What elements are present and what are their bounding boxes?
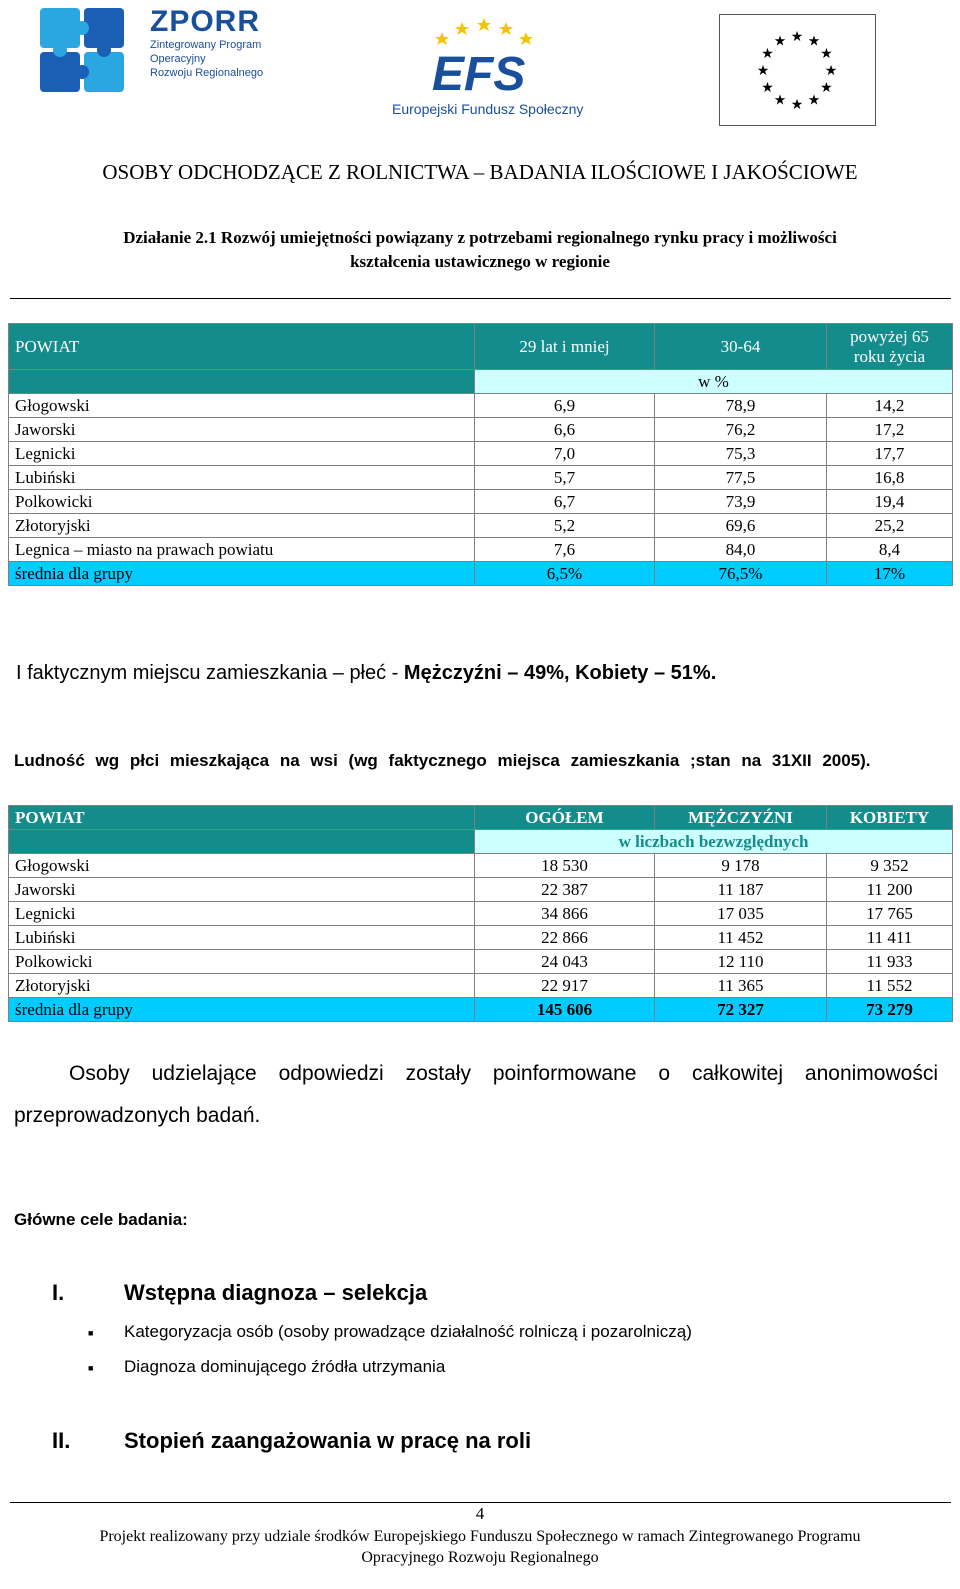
average-value: 72 327 xyxy=(655,998,827,1022)
table-row xyxy=(9,974,953,998)
zporr-line: Rozwoju Regionalnego xyxy=(150,67,264,79)
value-cell: 73,9 xyxy=(655,490,827,514)
table-row xyxy=(9,418,953,442)
powiat-name-cell: Legnicki xyxy=(9,442,475,466)
section-number: II. xyxy=(52,1428,71,1453)
header-women: KOBIETY xyxy=(827,806,953,830)
eu-star-icon: ★ xyxy=(761,47,774,62)
action-description xyxy=(40,226,920,274)
value-cell: 17 765 xyxy=(827,902,953,926)
powiat-name-cell: Polkowicki xyxy=(9,950,475,974)
value-cell: 75,3 xyxy=(655,442,827,466)
zporr-title: ZPORR xyxy=(150,5,260,38)
value-cell: 11 552 xyxy=(827,974,953,998)
value-cell: 22 866 xyxy=(475,926,655,950)
eu-star-icon: ★ xyxy=(824,64,838,79)
value-cell: 16,8 xyxy=(827,466,953,490)
header-age-65-line1: powyżej 65 xyxy=(850,326,929,346)
section-number: I. xyxy=(52,1280,65,1305)
zporr-puzzle-logo xyxy=(38,6,126,94)
value-cell: 9 178 xyxy=(655,854,827,878)
gender-summary xyxy=(16,662,716,685)
powiat-name-cell: Lubiński xyxy=(9,466,475,490)
powiat-name-cell: Legnica – miasto na prawach powiatu xyxy=(9,538,475,562)
header-total: OGÓŁEM xyxy=(475,806,655,830)
footer-line-1: Projekt realizowany przy udziale środków Europejskiego Funduszu Społecznego w ramach Zintegrowanego Programu xyxy=(99,1528,861,1545)
footer-note xyxy=(0,1526,960,1568)
average-row xyxy=(9,562,953,586)
value-cell: 8,4 xyxy=(827,538,953,562)
value-cell: 7,0 xyxy=(475,442,655,466)
zporr-line: Operacyjny xyxy=(150,53,206,65)
bullet-text: Kategoryzacja osób (osoby prowadzące działalność rolniczą i pozarolniczą) xyxy=(124,1322,692,1341)
header-men: MĘŻCZYŹNI xyxy=(655,806,827,830)
powiat-name-cell: Głogowski xyxy=(9,394,475,418)
powiat-name-cell: Legnicki xyxy=(9,902,475,926)
square-bullet-icon: ■ xyxy=(88,1327,94,1338)
anonymity-paragraph: Osoby udzielające odpowiedzi zostały poinformowane o całkowitej anonimowości przeprowadzonych badań. xyxy=(14,1062,938,1127)
eu-star-icon: ★ xyxy=(756,64,770,79)
page-number: 4 xyxy=(475,1504,485,1523)
action-line-1: Działanie 2.1 Rozwój umiejętności powiązany z potrzebami regionalnego rynku pracy i możliwości xyxy=(123,228,837,247)
table-row xyxy=(9,854,953,878)
bullet-item xyxy=(88,1322,692,1342)
population-caption: Ludność wg płci mieszkająca na wsi (wg faktycznego miejsca zamieszkania ;stan na 31XII 2005). xyxy=(14,751,871,770)
unit-row xyxy=(9,830,953,854)
value-cell: 77,5 xyxy=(655,466,827,490)
value-cell: 6,9 xyxy=(475,394,655,418)
value-cell: 84,0 xyxy=(655,538,827,562)
value-cell: 19,4 xyxy=(827,490,953,514)
powiat-name-cell: Głogowski xyxy=(9,854,475,878)
header-age-65-line2: roku życia xyxy=(853,346,926,366)
eu-star-icon: ★ xyxy=(820,81,833,96)
population-table xyxy=(8,805,953,1022)
table-row xyxy=(9,490,953,514)
value-cell: 7,6 xyxy=(475,538,655,562)
table-row xyxy=(9,466,953,490)
value-cell: 11 933 xyxy=(827,950,953,974)
table-row xyxy=(9,926,953,950)
value-cell: 9 352 xyxy=(827,854,953,878)
table-row xyxy=(9,514,953,538)
value-cell: 11 411 xyxy=(827,926,953,950)
value-cell: 78,9 xyxy=(655,394,827,418)
eu-star-icon: ★ xyxy=(773,93,787,109)
average-value: 76,5% xyxy=(655,562,827,586)
value-cell: 25,2 xyxy=(827,514,953,538)
unit-label: w liczbach bezwzględnych xyxy=(475,830,953,854)
section-title: Wstępna diagnoza – selekcja xyxy=(124,1280,428,1305)
eu-star-icon: ★ xyxy=(790,30,804,45)
table-row xyxy=(9,394,953,418)
action-line-2: kształcenia ustawicznego w regionie xyxy=(350,252,610,271)
average-value: 73 279 xyxy=(827,998,953,1022)
eu-star-icon: ★ xyxy=(807,93,821,109)
value-cell: 14,2 xyxy=(827,394,953,418)
average-value: 145 606 xyxy=(475,998,655,1022)
value-cell: 22 387 xyxy=(475,878,655,902)
value-cell: 24 043 xyxy=(475,950,655,974)
average-label: średnia dla grupy xyxy=(9,998,475,1022)
eu-star-icon: ★ xyxy=(807,34,821,50)
footer-line-2: Opracyjnego Rozwoju Regionalnego xyxy=(361,1549,599,1566)
value-cell: 18 530 xyxy=(475,854,655,878)
square-bullet-icon: ■ xyxy=(88,1362,94,1373)
table-header-row xyxy=(9,806,953,830)
value-cell: 6,6 xyxy=(475,418,655,442)
powiat-name-cell: Lubiński xyxy=(9,926,475,950)
average-value: 17% xyxy=(827,562,953,586)
zporr-line: Zintegrowany Program xyxy=(150,39,262,51)
bullet-text: Diagnoza dominującego źródła utrzymania xyxy=(124,1357,446,1376)
average-value: 6,5% xyxy=(475,562,655,586)
unit-label: w % xyxy=(475,370,953,394)
section-heading-i xyxy=(52,1280,427,1306)
unit-spacer xyxy=(9,830,475,854)
value-cell: 11 187 xyxy=(655,878,827,902)
table-row xyxy=(9,878,953,902)
gender-summary-values: Mężczyźni – 49%, Kobiety – 51%. xyxy=(403,662,717,684)
table-row xyxy=(9,442,953,466)
eu-star-icon: ★ xyxy=(773,34,787,50)
section-heading-ii xyxy=(52,1428,531,1454)
goals-heading: Główne cele badania: xyxy=(14,1210,188,1229)
average-row xyxy=(9,998,953,1022)
value-cell: 5,7 xyxy=(475,466,655,490)
eu-star-icon: ★ xyxy=(790,98,804,113)
value-cell: 76,2 xyxy=(655,418,827,442)
header-powiat: POWIAT xyxy=(9,324,475,370)
value-cell: 12 110 xyxy=(655,950,827,974)
table-row xyxy=(9,538,953,562)
eu-star-icon: ★ xyxy=(820,47,833,62)
powiat-name-cell: Jaworski xyxy=(9,878,475,902)
unit-row xyxy=(9,370,953,394)
value-cell: 11 452 xyxy=(655,926,827,950)
document-title: OSOBY ODCHODZĄCE Z ROLNICTWA – BADANIA ILOŚCIOWE I JAKOŚCIOWE xyxy=(102,160,858,184)
footer-divider xyxy=(10,1502,951,1503)
header-powiat: POWIAT xyxy=(9,806,475,830)
value-cell: 69,6 xyxy=(655,514,827,538)
efs-title: EFS xyxy=(432,48,526,101)
header-age-30-64: 30-64 xyxy=(655,324,827,370)
value-cell: 17,7 xyxy=(827,442,953,466)
eu-star-icon: ★ xyxy=(761,81,774,96)
powiat-name-cell: Złotoryjski xyxy=(9,974,475,998)
header-divider xyxy=(10,298,951,299)
value-cell: 22 917 xyxy=(475,974,655,998)
efs-name: Europejski Fundusz Społeczny xyxy=(392,101,584,117)
value-cell: 11 365 xyxy=(655,974,827,998)
bullet-item xyxy=(88,1357,445,1377)
powiat-name-cell: Polkowicki xyxy=(9,490,475,514)
table-row xyxy=(9,902,953,926)
value-cell: 34 866 xyxy=(475,902,655,926)
value-cell: 17 035 xyxy=(655,902,827,926)
section-title: Stopień zaangażowania w pracę na roli xyxy=(124,1428,532,1453)
value-cell: 17,2 xyxy=(827,418,953,442)
header-age-29: 29 lat i mniej xyxy=(475,324,655,370)
table-row xyxy=(9,950,953,974)
powiat-name-cell: Złotoryjski xyxy=(9,514,475,538)
header-age-65 xyxy=(827,324,953,370)
table-header-row xyxy=(9,324,953,370)
unit-spacer xyxy=(9,370,475,394)
value-cell: 11 200 xyxy=(827,878,953,902)
value-cell: 6,7 xyxy=(475,490,655,514)
age-structure-table xyxy=(8,323,953,586)
gender-summary-prefix: I faktycznym miejscu zamieszkania – płeć - xyxy=(16,662,404,684)
average-label: średnia dla grupy xyxy=(9,562,475,586)
value-cell: 5,2 xyxy=(475,514,655,538)
zporr-logo-text xyxy=(150,6,263,80)
eu-flag-logo xyxy=(719,14,876,126)
powiat-name-cell: Jaworski xyxy=(9,418,475,442)
eu-stars-icon xyxy=(720,15,875,125)
